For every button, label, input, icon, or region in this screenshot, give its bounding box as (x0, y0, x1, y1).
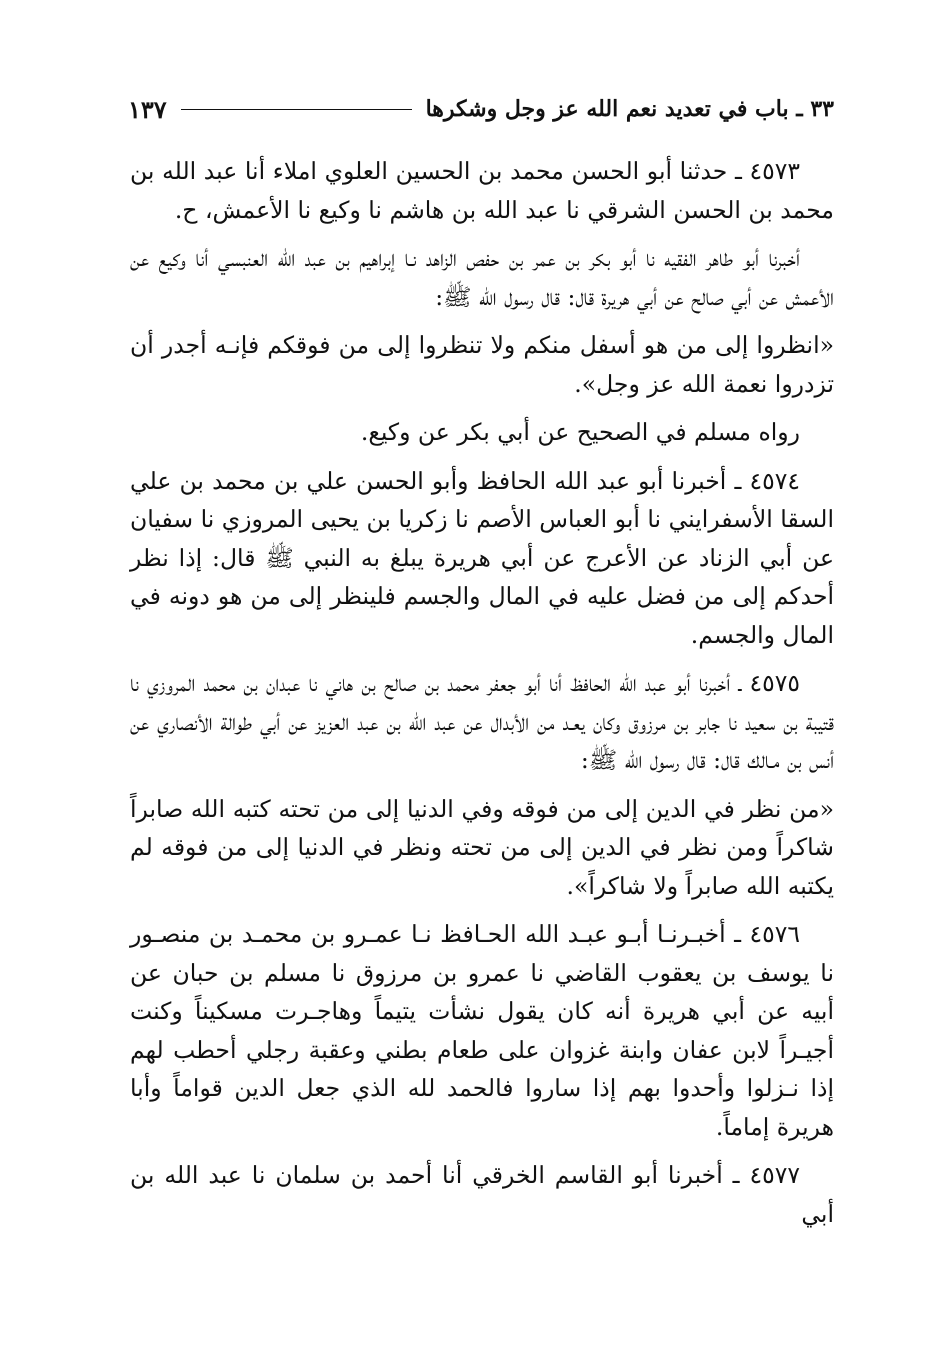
page-number: ١٣٧ (128, 94, 167, 124)
hadith-quote: «انظروا إلى من هو أسفل منكم ولا تنظروا إلى من فوقكم فإنـه أجدر أن تزدروا نعمة الله عز وجل». (130, 331, 834, 398)
header-rule (181, 109, 412, 110)
hadith-4575: ٤٥٧٥ ـ أخبرنا أبو عبد الله الحافظ أنا أبو جعفر محمد بن صالح بن هاني نا عبدان بن محمد المروزي نا قتيبة بن سعيد نا جابر بن مرزوق وكان يعـد من الأبدال عن عبد الله بن عبد العزيز عن أبي طوالة الأنصاري عن أنس بن مـالك قال: قال رسول الله ﷺ: (130, 669, 834, 774)
page-header (128, 92, 834, 126)
isnad-paragraph: أخبرنا أبو طاهر الفقيه نا أبو بكر بن عمر بن حفص الزاهد نـا إبراهيم بن عبد الله العنبسي أنا وكيع عن الأعمش عن أبي صالح عن أبي هريرة قال: قال رسول الله ﷺ: (130, 244, 834, 311)
body-text (130, 152, 834, 1243)
chapter-title: ٣٣ ـ باب في تعديد نعم الله عز وجل وشكرها (425, 96, 834, 122)
hadith-4577: ٤٥٧٧ ـ أخبرنا أبو القاسم الخرقي أنا أحمد بن سلمان نا عبد الله بن أبي (130, 1161, 834, 1228)
hadith-4573: ٤٥٧٣ ـ حدثنا أبو الحسن محمد بن الحسين العلوي املاء أنا عبد الله بن محمد بن الحسن الشرقي نا عبد الله بن هاشم نا وكيع نا الأعمش، ح. (130, 157, 834, 224)
hadith-quote: «من نظر في الدين إلى من فوقه وفي الدنيا إلى من تحته كتبه الله صابراً شاكراً ومن نظر في الدين إلى من تحته ونظر في الدنيا إلى من فوقه لم يكتبه الله صابراً ولا شاكراً». (130, 794, 834, 900)
hadith-4576: ٤٥٧٦ ـ أخبـرنـا أبـو عبـد الله الحـافظ نـا عمـرو بن محمـد بن منصـور نا يوسف بن يعقوب القاضي نا عمرو بن مرزوق نا مسلم بن حبان عن أبيه عن أبي هريرة أنه كان يقول نشأت يتيماً وهاجـرت مسكيناً وكنت أجيـراً لابن عفان وابنة غزوان على طعام بطني وعقبة رجلي أحطب لهم إذا نـزلوا وأحدوا بهم إذا ساروا فالحمد لله الذي جعل الدين قواماً وأبا هريرة إماماً. (130, 920, 834, 1141)
narration-note: رواه مسلم في الصحيح عن أبي بكر عن وكيع. (360, 418, 800, 446)
hadith-4574: ٤٥٧٤ ـ أخبرنا أبو عبد الله الحافظ وأبو الحسن علي بن محمد بن علي السقا الأسفرايني نا أبو العباس الأصم نا زكريا بن يحيى المروزي نا سفيان عن أبي الزناد عن الأعرج عن أبي هريرة يبلغ به النبي ﷺ قال: إذا نظر أحدكم إلى من فضل عليه في المال والجسم فلينظر إلى من هو دونه في المال والجسم. (130, 466, 834, 649)
